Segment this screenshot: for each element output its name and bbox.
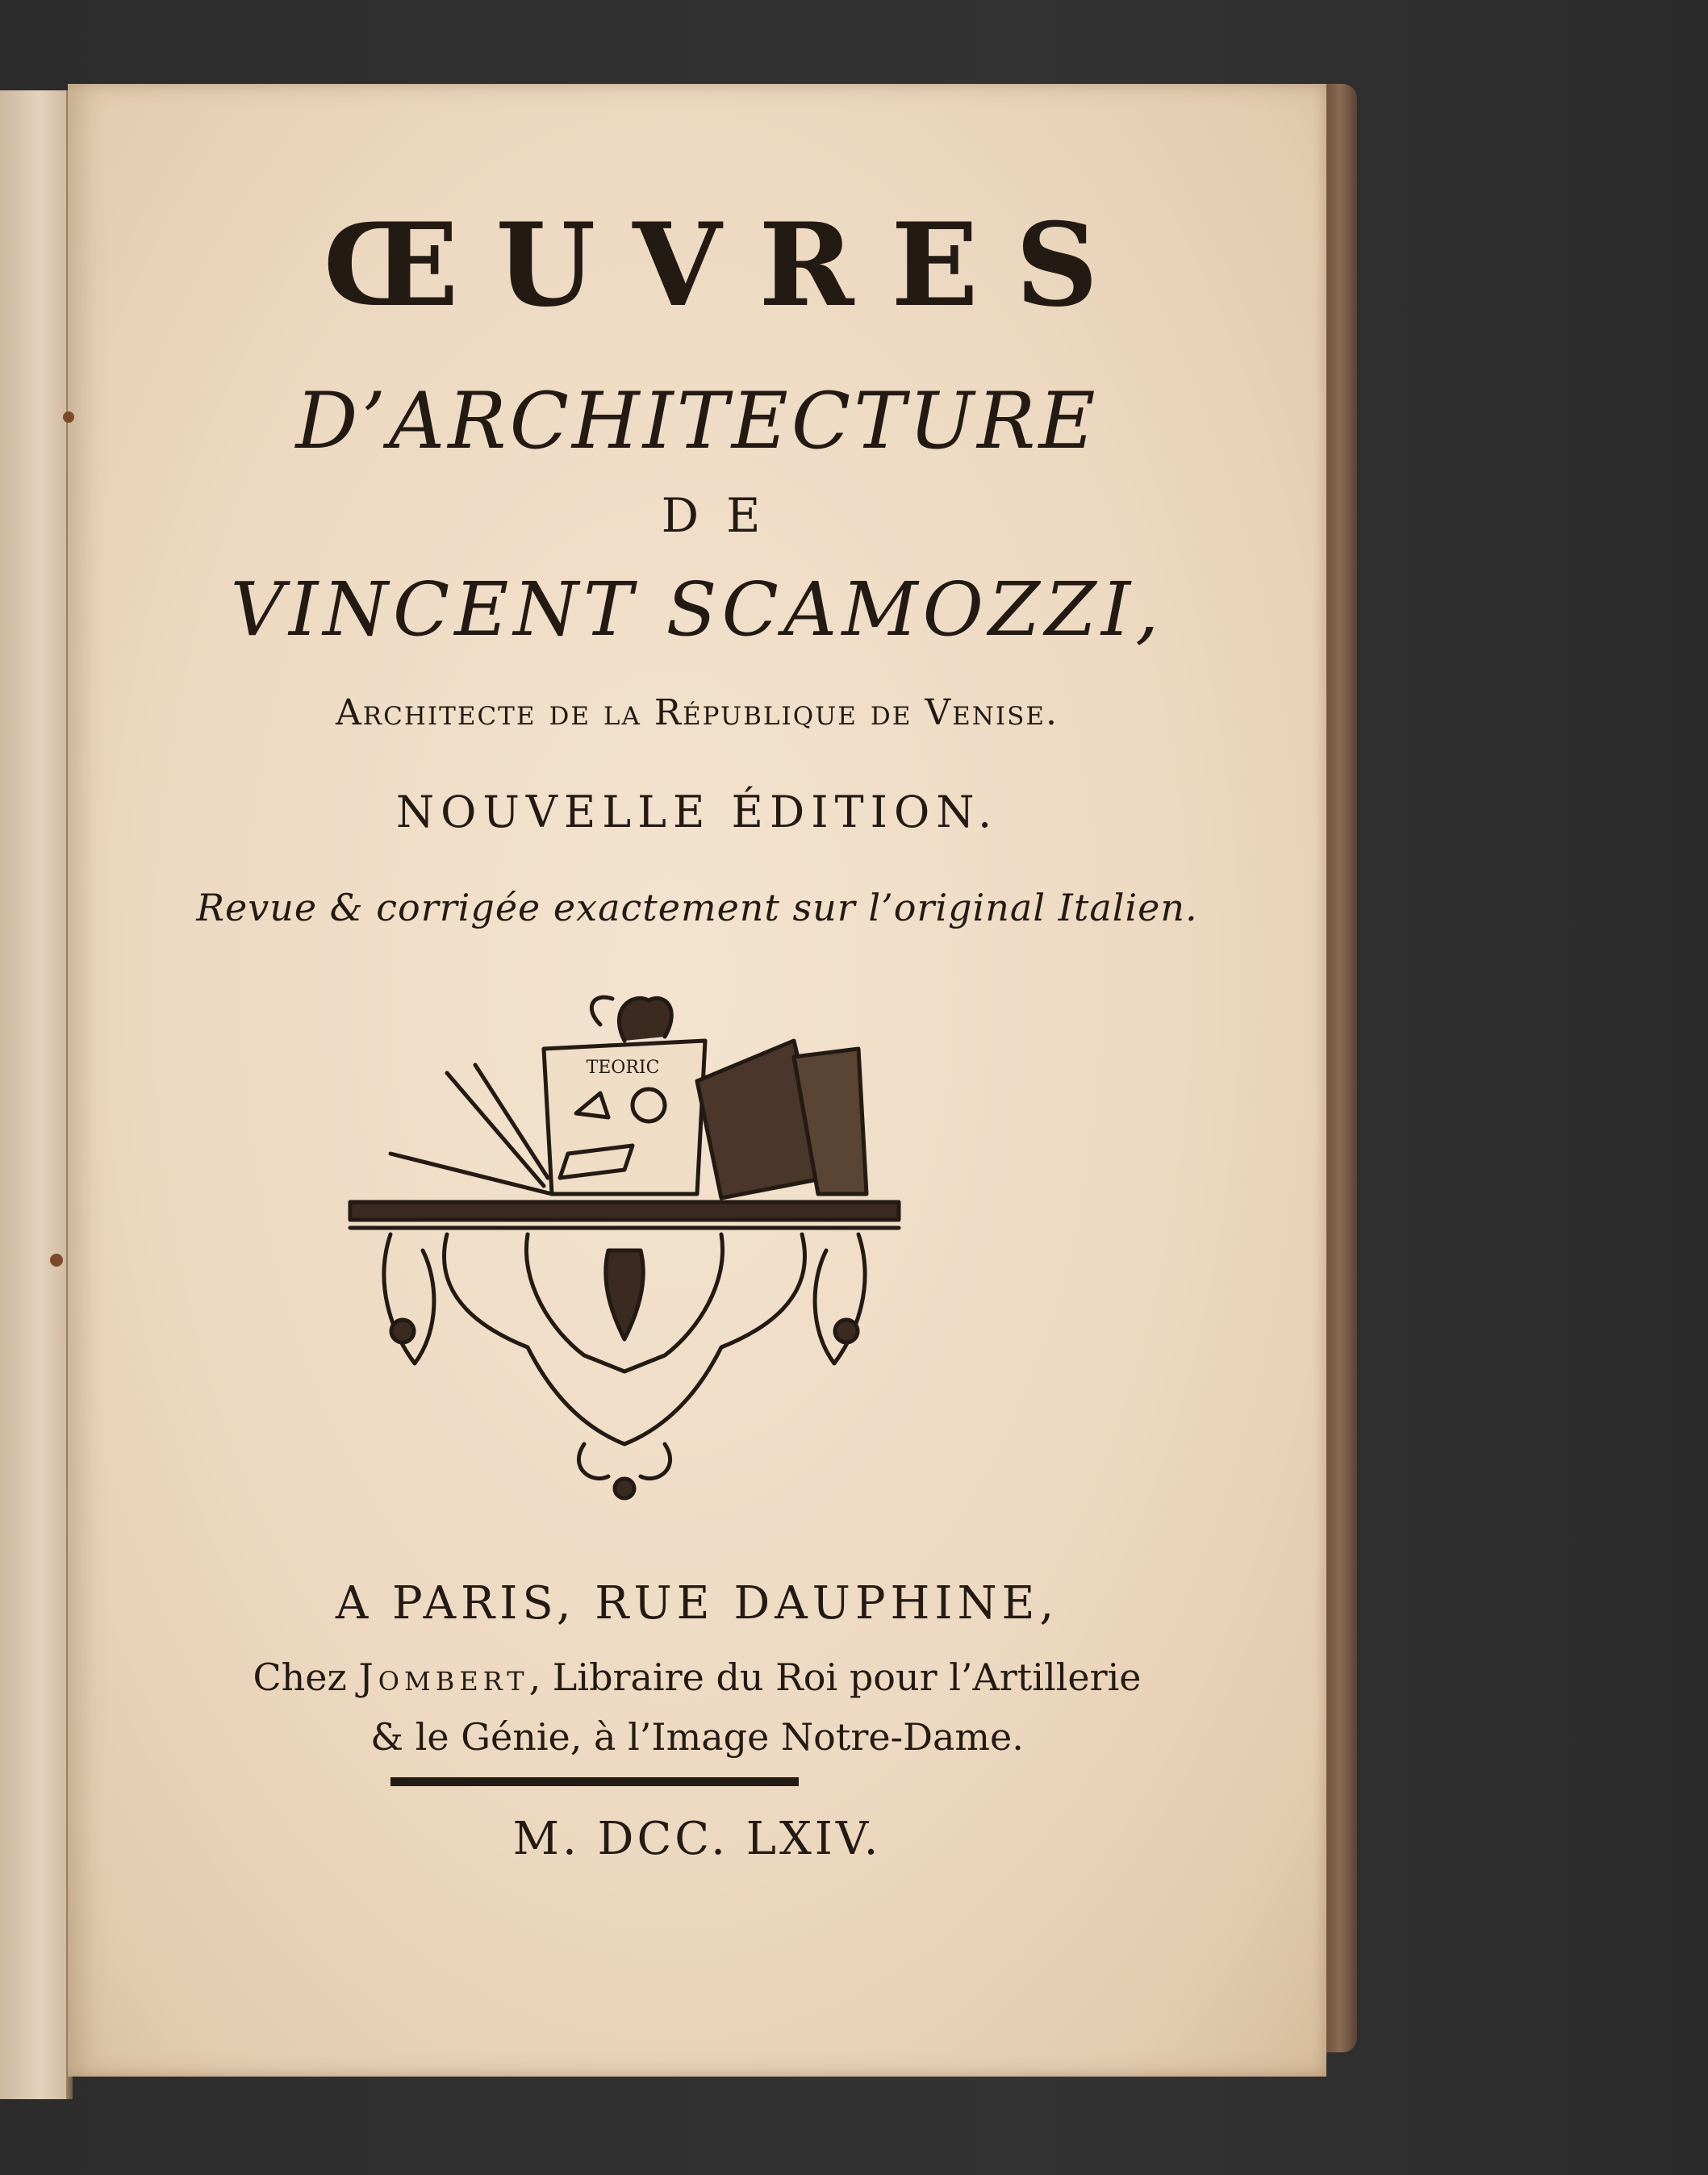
printers-ornament-icon (342, 992, 907, 1509)
left-page-edge (0, 90, 68, 2099)
ornament-label: TEORIC (586, 1058, 660, 1078)
title-de: DE (661, 488, 788, 543)
imprint-date: M. DCC. LXIV. (512, 1813, 882, 1865)
publisher-suffix: , Libraire du Roi pour l’Artillerie (528, 1655, 1142, 1699)
imprint-place: A PARIS, RUE DAUPHINE, (335, 1577, 1059, 1630)
publisher-prefix: Chez (253, 1655, 359, 1699)
publisher-name: Jombert (358, 1655, 529, 1699)
author-name: VINCENT SCAMOZZI, (230, 566, 1164, 653)
divider-rule (390, 1777, 799, 1786)
imprint-publisher (68, 1655, 1326, 1699)
title-architecture: D’ARCHITECTURE (295, 376, 1099, 466)
edition-line: NOUVELLE ÉDITION. (395, 787, 999, 837)
imprint-publisher-line2: & le Génie, à l’Image Notre-Dame. (370, 1715, 1024, 1759)
author-title: Architecte de la République de Venise. (336, 692, 1059, 733)
revision-note: Revue & corrigée exactement sur l’original Italien. (196, 886, 1198, 929)
title-oeuvres: ŒUVRES (323, 198, 1136, 332)
